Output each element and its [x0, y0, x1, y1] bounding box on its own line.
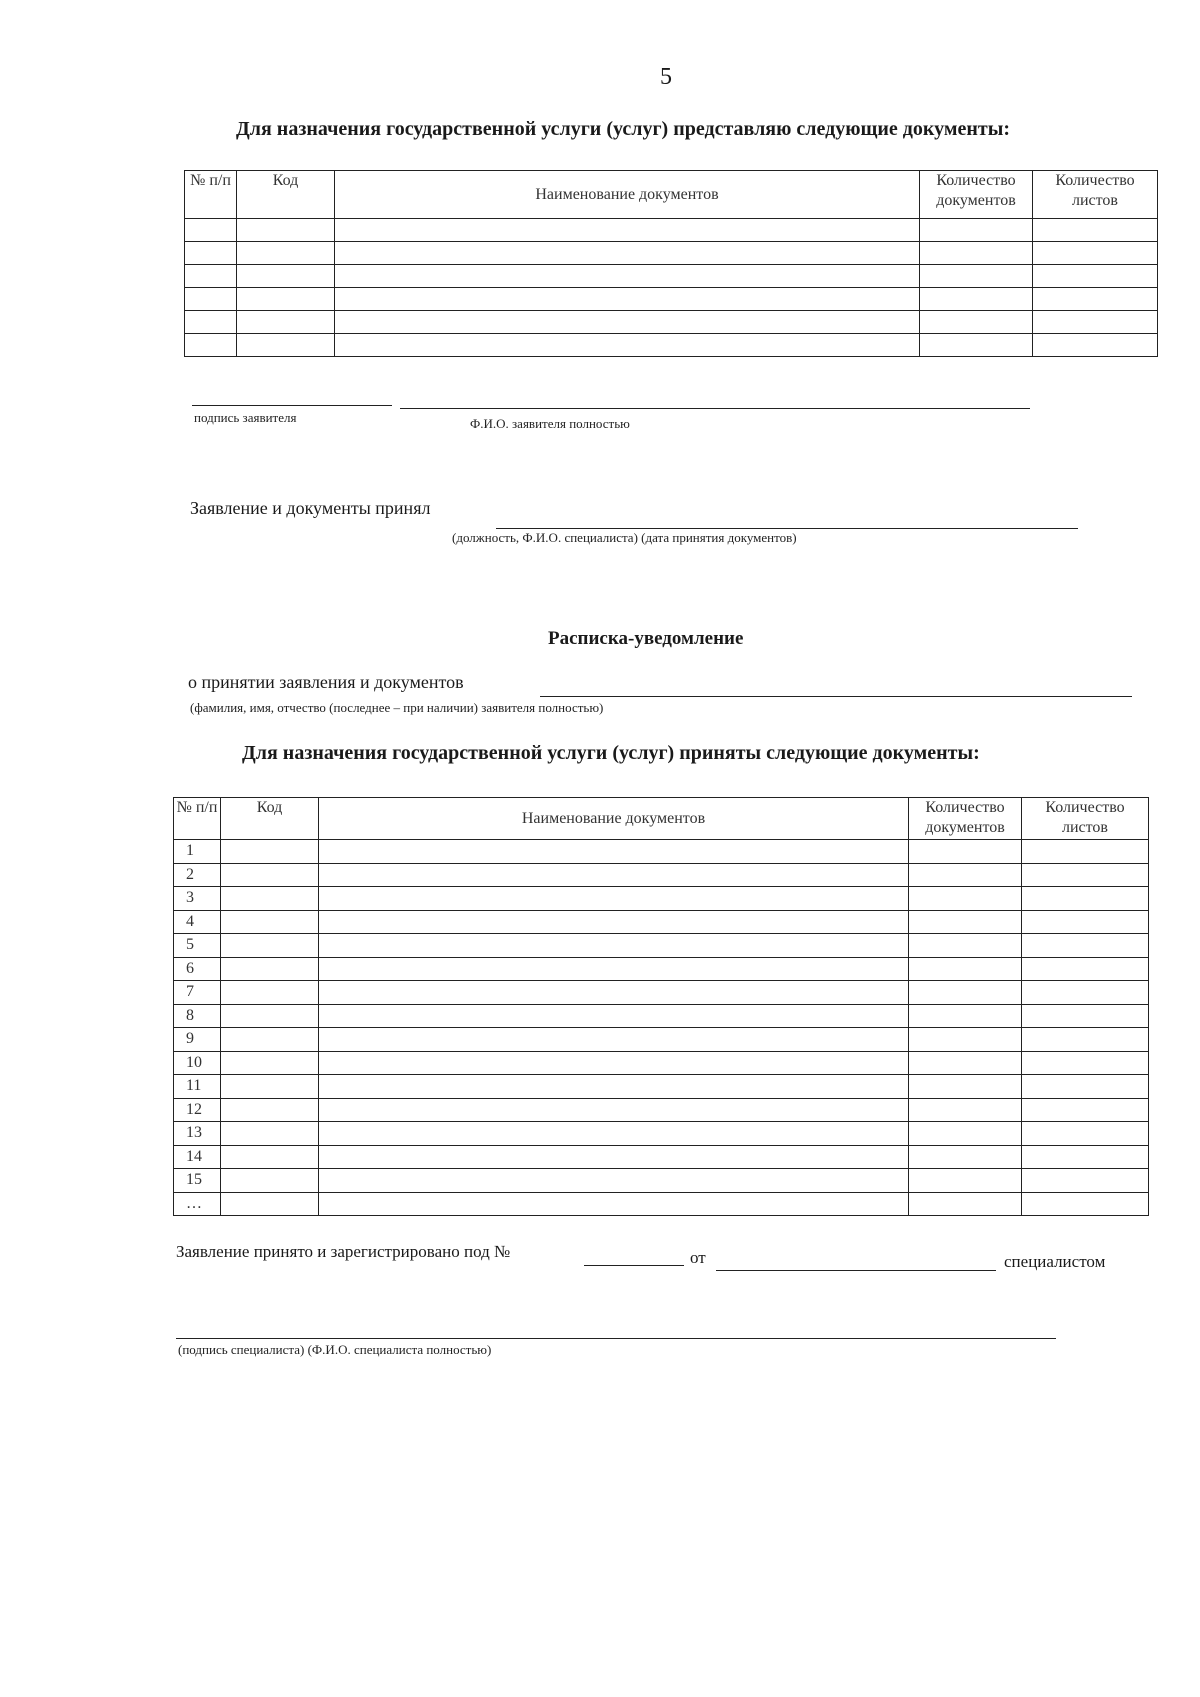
header-num: № п/п — [185, 171, 237, 219]
table-cell[interactable] — [319, 887, 909, 911]
table-cell[interactable] — [909, 863, 1022, 887]
row-number: 9 — [174, 1028, 221, 1052]
table-cell[interactable] — [319, 934, 909, 958]
table-row — [185, 219, 1158, 242]
row-number: 11 — [174, 1075, 221, 1099]
receipt-text: о принятии заявления и документов — [188, 672, 464, 692]
table-cell[interactable] — [335, 288, 920, 311]
header-doc-name: Наименование документов — [319, 798, 909, 840]
row-number: 8 — [174, 1004, 221, 1028]
page-number: 5 — [660, 64, 672, 90]
table-cell[interactable] — [335, 242, 920, 265]
table-cell[interactable] — [221, 910, 319, 934]
registration-from-text: от — [690, 1248, 706, 1267]
table-cell[interactable] — [1022, 934, 1149, 958]
specialist-signature-line — [176, 1338, 1056, 1339]
row-number: 13 — [174, 1122, 221, 1146]
row-number: 14 — [174, 1145, 221, 1169]
table-cell[interactable] — [1033, 334, 1158, 357]
table-cell[interactable] — [237, 288, 335, 311]
row-number: 10 — [174, 1051, 221, 1075]
table-cell[interactable] — [185, 265, 237, 288]
row-number: 2 — [174, 863, 221, 887]
header-code: Код — [237, 171, 335, 219]
table-cell[interactable] — [221, 1122, 319, 1146]
table-cell[interactable] — [920, 288, 1033, 311]
table-cell[interactable] — [920, 242, 1033, 265]
table-row — [174, 1145, 1149, 1169]
table-cell[interactable] — [319, 840, 909, 864]
table-cell[interactable] — [237, 334, 335, 357]
table-cell[interactable] — [909, 1192, 1022, 1216]
table-cell[interactable] — [1033, 242, 1158, 265]
table-cell[interactable] — [1033, 219, 1158, 242]
table-cell[interactable] — [1022, 863, 1149, 887]
table-cell[interactable] — [319, 1051, 909, 1075]
table-cell[interactable] — [909, 934, 1022, 958]
table-cell[interactable] — [335, 311, 920, 334]
table-row — [174, 957, 1149, 981]
table-row — [185, 242, 1158, 265]
table-cell[interactable] — [1022, 1028, 1149, 1052]
submitted-documents-table — [184, 170, 1158, 357]
header-code: Код — [221, 798, 319, 840]
table-row — [174, 1028, 1149, 1052]
row-number: 5 — [174, 934, 221, 958]
table-cell[interactable] — [909, 981, 1022, 1005]
accepted-by-line — [496, 528, 1078, 529]
table-cell[interactable] — [319, 957, 909, 981]
table-cell[interactable] — [237, 265, 335, 288]
table-cell[interactable] — [319, 1145, 909, 1169]
section1-heading: Для назначения государственной услуги (услуг) представляю следующие документы: — [236, 118, 1011, 140]
table-cell[interactable] — [185, 311, 237, 334]
table-cell[interactable] — [909, 1122, 1022, 1146]
row-number: 6 — [174, 957, 221, 981]
table-cell[interactable] — [221, 1075, 319, 1099]
signature-line — [192, 405, 392, 406]
table-cell[interactable] — [909, 1051, 1022, 1075]
table-cell[interactable] — [1022, 1051, 1149, 1075]
table-cell[interactable] — [319, 863, 909, 887]
table-row — [174, 910, 1149, 934]
table-row — [174, 1004, 1149, 1028]
table-header-row — [174, 798, 1149, 840]
header-doc-count: Количество документов — [909, 798, 1022, 840]
table-row — [174, 1051, 1149, 1075]
table-cell[interactable] — [1033, 265, 1158, 288]
table-cell[interactable] — [909, 1004, 1022, 1028]
table-cell[interactable] — [221, 863, 319, 887]
table-cell[interactable] — [1033, 311, 1158, 334]
row-number: 1 — [174, 840, 221, 864]
table-cell[interactable] — [1022, 1075, 1149, 1099]
table-cell[interactable] — [1022, 1192, 1149, 1216]
row-number: 4 — [174, 910, 221, 934]
name-line — [400, 408, 1030, 409]
table-cell[interactable] — [909, 1145, 1022, 1169]
table-cell[interactable] — [221, 840, 319, 864]
section2-heading: Для назначения государственной услуги (услуг) приняты следующие документы: — [242, 742, 980, 764]
receipt-caption: (фамилия, имя, отчество (последнее – при наличии) заявителя полностью) — [190, 700, 604, 715]
registration-text: Заявление принято и зарегистрировано под № — [176, 1242, 511, 1261]
table-cell[interactable] — [920, 219, 1033, 242]
table-cell[interactable] — [1033, 288, 1158, 311]
table-cell[interactable] — [1022, 1122, 1149, 1146]
header-doc-count: Количество документов — [920, 171, 1033, 219]
accepted-documents-table — [173, 797, 1149, 1216]
table-cell[interactable] — [237, 311, 335, 334]
table-cell[interactable] — [1022, 910, 1149, 934]
table-row — [174, 1169, 1149, 1193]
row-number: 15 — [174, 1169, 221, 1193]
table-cell[interactable] — [1022, 1098, 1149, 1122]
table-cell[interactable] — [185, 334, 237, 357]
table-cell[interactable] — [237, 242, 335, 265]
table-cell[interactable] — [221, 981, 319, 1005]
table-row — [185, 288, 1158, 311]
table-cell[interactable] — [909, 910, 1022, 934]
table-cell[interactable] — [221, 1145, 319, 1169]
applicant-name-label: Ф.И.О. заявителя полностью — [470, 416, 630, 431]
table-cell[interactable] — [920, 311, 1033, 334]
table-row — [174, 981, 1149, 1005]
table-cell[interactable] — [319, 910, 909, 934]
receipt-line — [540, 696, 1132, 697]
table-cell[interactable] — [1022, 981, 1149, 1005]
receipt-title: Расписка-уведомление — [548, 628, 744, 649]
table-row — [185, 265, 1158, 288]
table-cell[interactable] — [221, 1169, 319, 1193]
table-cell[interactable] — [909, 840, 1022, 864]
table-cell[interactable] — [319, 1122, 909, 1146]
row-number: … — [174, 1192, 221, 1216]
table-cell[interactable] — [185, 219, 237, 242]
table-cell[interactable] — [237, 219, 335, 242]
table-cell[interactable] — [1022, 887, 1149, 911]
table-cell[interactable] — [920, 265, 1033, 288]
table-row — [174, 863, 1149, 887]
accepted-by-text: Заявление и документы принял — [190, 498, 431, 518]
row-number: 7 — [174, 981, 221, 1005]
accepted-by-caption: (должность, Ф.И.О. специалиста) (дата принятия документов) — [452, 530, 797, 545]
table-row — [174, 840, 1149, 864]
table-row — [174, 1122, 1149, 1146]
table-cell[interactable] — [1022, 1145, 1149, 1169]
table-cell[interactable] — [1022, 840, 1149, 864]
table-cell[interactable] — [909, 1075, 1022, 1099]
header-doc-name: Наименование документов — [335, 171, 920, 219]
table-row — [174, 1075, 1149, 1099]
table-cell[interactable] — [319, 1169, 909, 1193]
table-cell[interactable] — [319, 1028, 909, 1052]
row-number: 3 — [174, 887, 221, 911]
table-cell[interactable] — [319, 1192, 909, 1216]
registration-specialist-text: специалистом — [1004, 1252, 1106, 1271]
specialist-signature-caption: (подпись специалиста) (Ф.И.О. специалиста полностью) — [178, 1342, 492, 1357]
table-cell[interactable] — [335, 334, 920, 357]
signature-label: подпись заявителя — [194, 410, 297, 425]
header-sheet-count: Количество листов — [1033, 171, 1158, 219]
table-cell[interactable] — [221, 1028, 319, 1052]
table-row — [185, 311, 1158, 334]
table-cell[interactable] — [1022, 957, 1149, 981]
table-cell[interactable] — [319, 1004, 909, 1028]
registration-number-line — [584, 1265, 684, 1266]
table-cell[interactable] — [185, 288, 237, 311]
table-row — [174, 934, 1149, 958]
table-row — [174, 887, 1149, 911]
table-cell[interactable] — [221, 1004, 319, 1028]
table-cell[interactable] — [319, 1075, 909, 1099]
table-row — [185, 334, 1158, 357]
table-cell[interactable] — [221, 957, 319, 981]
table-row — [174, 1098, 1149, 1122]
table-cell[interactable] — [221, 934, 319, 958]
table-header-row — [185, 171, 1158, 219]
table-cell[interactable] — [319, 981, 909, 1005]
row-number: 12 — [174, 1098, 221, 1122]
table-row — [174, 1192, 1149, 1216]
table-cell[interactable] — [319, 1098, 909, 1122]
table-cell[interactable] — [909, 1169, 1022, 1193]
registration-date-line — [716, 1270, 996, 1271]
table-cell[interactable] — [221, 1098, 319, 1122]
table-cell[interactable] — [335, 265, 920, 288]
table-cell[interactable] — [221, 887, 319, 911]
header-sheet-count: Количество листов — [1022, 798, 1149, 840]
table-cell[interactable] — [221, 1192, 319, 1216]
table-cell[interactable] — [185, 242, 237, 265]
header-num: № п/п — [174, 798, 221, 840]
table-cell[interactable] — [221, 1051, 319, 1075]
table-cell[interactable] — [909, 1028, 1022, 1052]
table-cell[interactable] — [920, 334, 1033, 357]
table-cell[interactable] — [909, 887, 1022, 911]
table-cell[interactable] — [1022, 1004, 1149, 1028]
table-cell[interactable] — [1022, 1169, 1149, 1193]
table-cell[interactable] — [909, 957, 1022, 981]
table-cell[interactable] — [335, 219, 920, 242]
table-cell[interactable] — [909, 1098, 1022, 1122]
